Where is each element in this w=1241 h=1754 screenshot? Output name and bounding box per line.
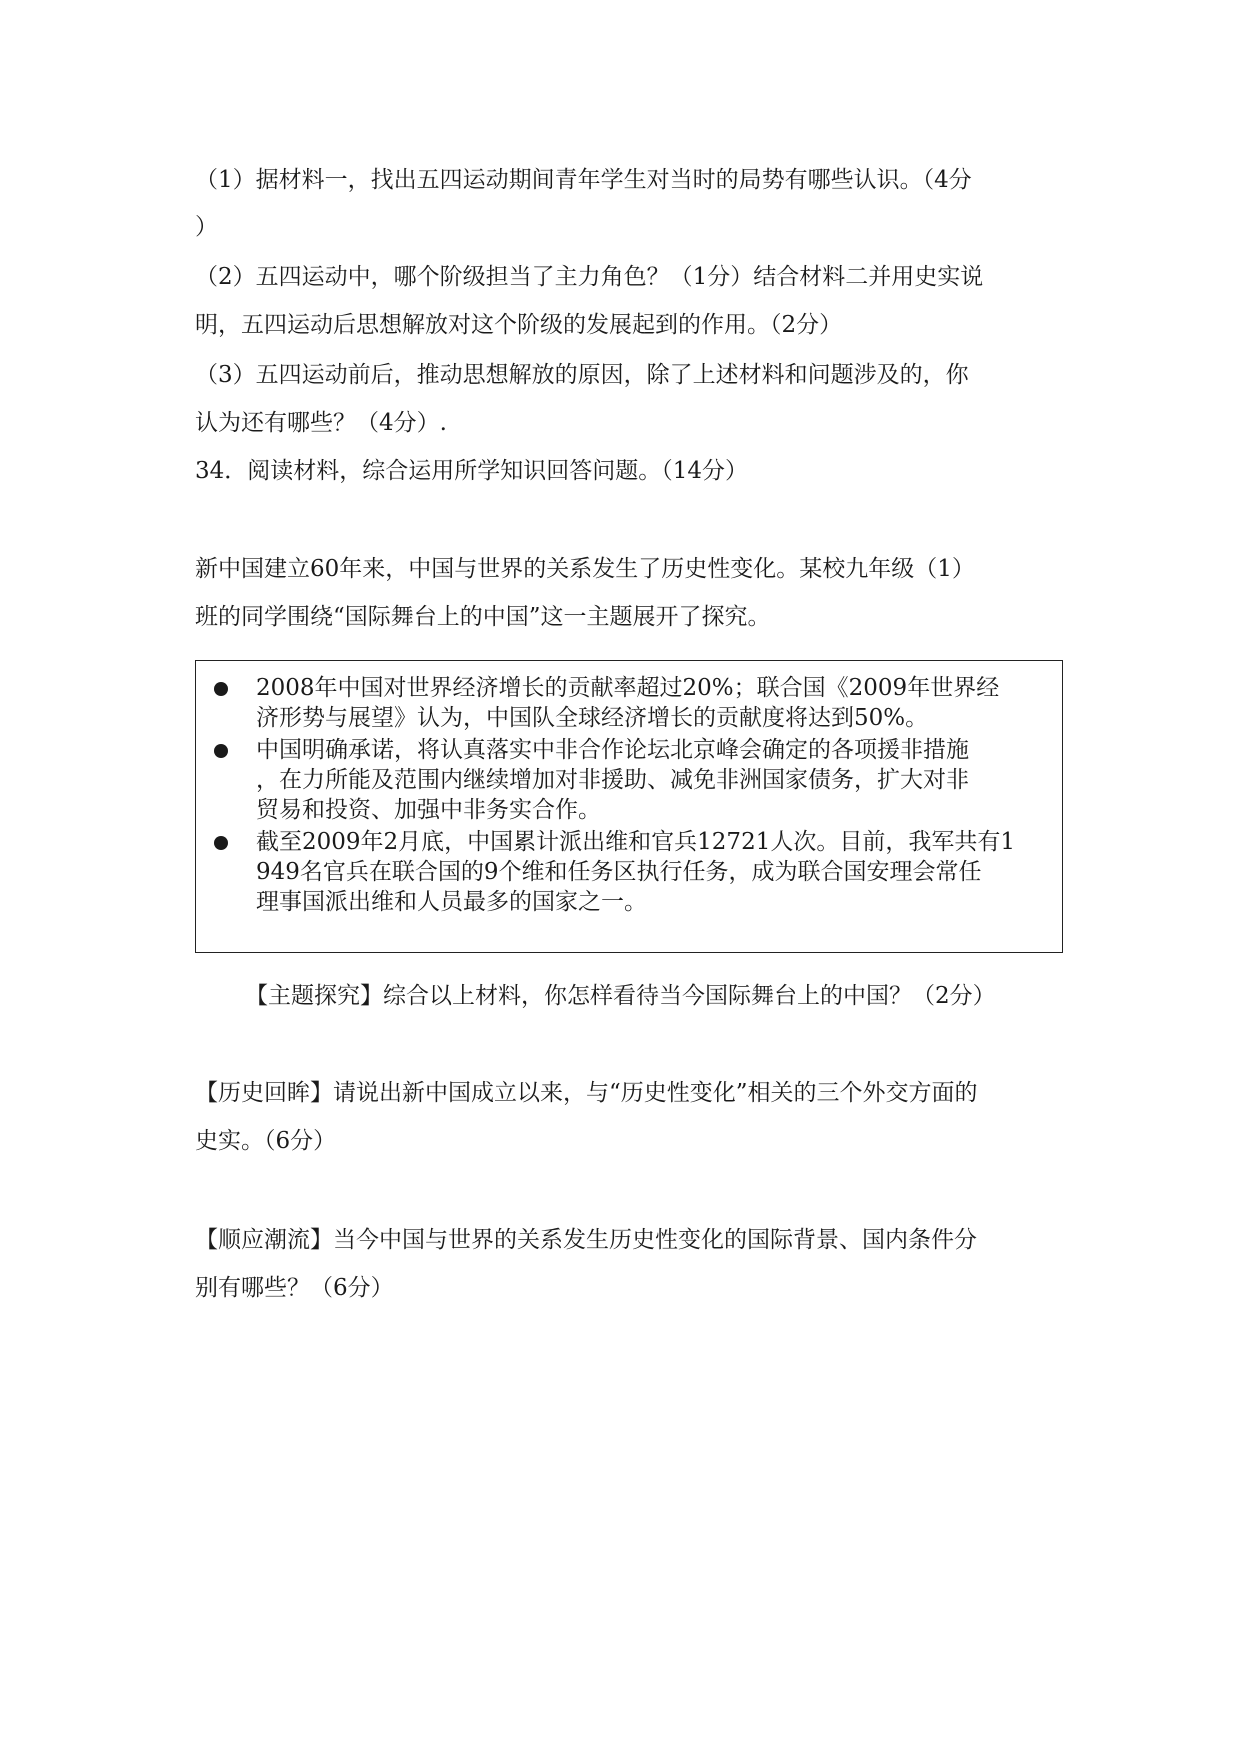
bullet-icon	[214, 744, 228, 758]
material-item-3-line-3: 理事国派出维和人员最多的国家之一。	[256, 889, 647, 915]
material-item-2-line-2: ，在力所能及范围内继续增加对非援助、减免非洲国家债务，扩大对非	[256, 767, 969, 793]
material-item-3-line-2: 949名官兵在联合国的9个维和任务区执行任务，成为联合国安理会常任	[256, 859, 982, 885]
material-item-3-line-1: 截至2009年2月底，中国累计派出维和官兵12721人次。目前，我军共有1	[256, 829, 1015, 855]
question-33-2-line-1: （2）五四运动中，哪个阶级担当了主力角色？（1分）结合材料二并用史实说	[195, 264, 984, 290]
question-34-title: 34．阅读材料，综合运用所学知识回答问题。（14分）	[195, 458, 749, 484]
theme-task: 【主题探究】综合以上材料，你怎样看待当今国际舞台上的中国？（2分）	[245, 983, 996, 1009]
material-item-2-line-1: 中国明确承诺，将认真落实中非合作论坛北京峰会确定的各项援非措施	[256, 737, 969, 763]
material-item-1-line-2: 济形势与展望》认为，中国队全球经济增长的贡献度将达到50%。	[256, 705, 929, 731]
material-item-2-line-3: 贸易和投资、加强中非务实合作。	[256, 797, 601, 823]
material-box	[195, 660, 1063, 953]
question-33-3-line-1: （3）五四运动前后，推动思想解放的原因，除了上述材料和问题涉及的，你	[195, 362, 969, 388]
trend-task-line-2: 别有哪些？（6分）	[195, 1275, 394, 1301]
question-33-3-line-2: 认为还有哪些？（4分）.	[195, 410, 447, 436]
intro-line-1: 新中国建立60年来，中国与世界的关系发生了历史性变化。某校九年级（1）	[195, 556, 975, 582]
material-item-1-line-1: 2008年中国对世界经济增长的贡献率超过20%；联合国《2009年世界经	[256, 675, 1000, 701]
bullet-icon	[214, 682, 228, 696]
question-33-1-line-2: ）	[195, 214, 218, 240]
question-33-2-line-2: 明，五四运动后思想解放对这个阶级的发展起到的作用。（2分）	[195, 312, 843, 338]
intro-line-2: 班的同学围绕“国际舞台上的中国”这一主题展开了探究。	[195, 604, 771, 630]
bullet-icon	[214, 836, 228, 850]
trend-task-line-1: 【顺应潮流】当今中国与世界的关系发生历史性变化的国际背景、国内条件分	[195, 1227, 977, 1253]
question-33-1-line-1: （1）据材料一，找出五四运动期间青年学生对当时的局势有哪些认识。（4分	[195, 167, 972, 193]
history-task-line-1: 【历史回眸】请说出新中国成立以来，与“历史性变化”相关的三个外交方面的	[195, 1080, 978, 1106]
history-task-line-2: 史实。（6分）	[195, 1128, 337, 1154]
